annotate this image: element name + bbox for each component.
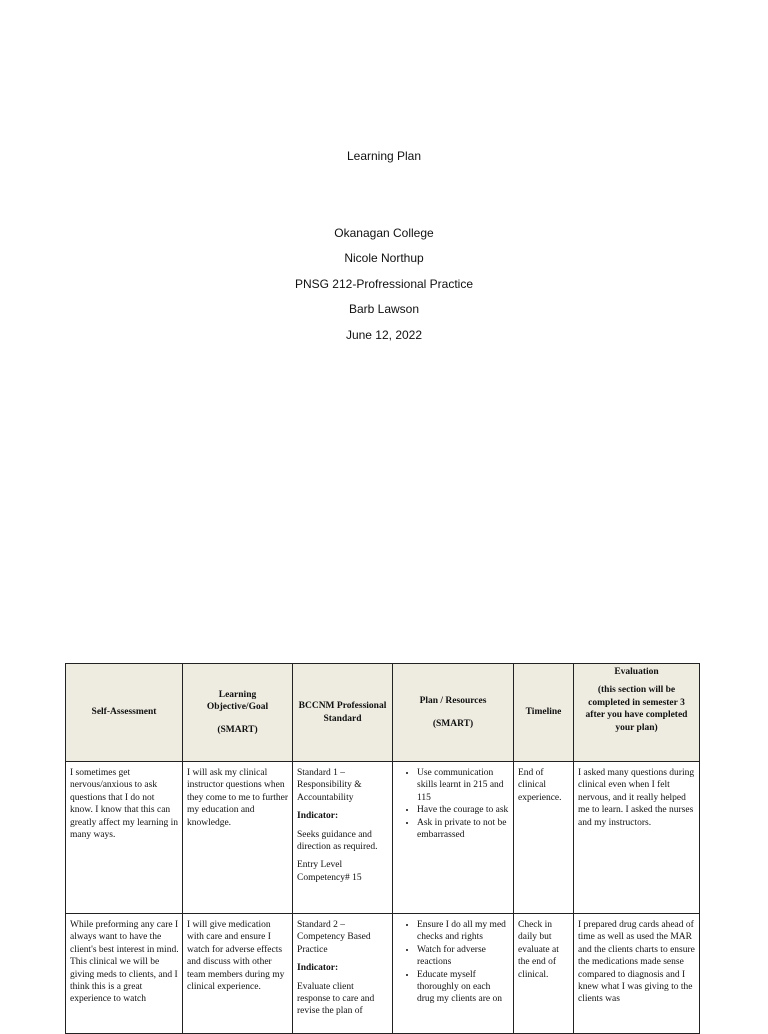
resources-cell — [393, 762, 514, 914]
document-title: Learning Plan — [346, 149, 422, 163]
standard-cell — [293, 762, 393, 914]
timeline-cell: End of clinical experience. — [514, 762, 574, 914]
evaluation-cell: I asked many questions during clinical even when I felt nervous, and it really helped me to learn. I asked the nurses and my instructors. — [574, 762, 700, 914]
list-item: • Use communication skills learnt in 215 and 115 — [417, 767, 510, 804]
instructor-name: Barb Lawson — [348, 302, 420, 316]
course-name: PNSG 212-Profressional Practice — [294, 277, 474, 291]
list-item: • Ensure I do all my med checks and rights — [417, 919, 510, 944]
table-header-row — [66, 664, 700, 762]
list-item: • Educate myself thoroughly on each drug my clients are on — [417, 969, 510, 1006]
self-assessment-cell: While preforming any care I always want to have the client's best interest in mind. This clinical we will be giving meds to clients, and I think this is a great experience to watch — [66, 914, 183, 1034]
standard-title: Standard 1 – Responsibility & Accountability — [297, 768, 362, 803]
header-professional-standard: BCCNM Professional Standard — [293, 664, 393, 762]
student-name: Nicole Northup — [344, 251, 424, 265]
learning-plan-table — [65, 663, 700, 1034]
header-plan-resources: Plan / Resources (SMART) — [393, 664, 514, 762]
list-item: • Have the courage to ask — [417, 804, 510, 816]
resources-cell — [393, 914, 514, 1034]
document-date: June 12, 2022 — [345, 328, 423, 342]
indicator-text: Seeks guidance and direction as required. — [297, 829, 378, 853]
indicator-text: Evaluate client response to care and revise the plan of — [297, 981, 375, 1017]
timeline-cell: Check in daily but evaluate at the end of clinical. — [514, 914, 574, 1034]
header-self-assessment: Self-Assessment — [66, 664, 183, 762]
header-evaluation: Evaluation (this section will be completed in semester 3 after you have completed your plan) — [574, 664, 700, 762]
objective-cell: I will ask my clinical instructor questions when they come to me to further my education and knowledge. — [183, 762, 293, 914]
standard-title: Standard 2 – Competency Based Practice — [297, 920, 371, 955]
header-learning-objective: Learning Objective/Goal (SMART) — [183, 664, 293, 762]
evaluation-cell: I prepared drug cards ahead of time as well as used the MAR and the clients charts to ensure the medications made sense compared to diagnosis and I knew what I was giving to the clients was — [574, 914, 700, 1034]
list-item: • Watch for adverse reactions — [417, 944, 510, 969]
indicator-label: Indicator: — [297, 811, 339, 822]
indicator-label: Indicator: — [297, 963, 339, 974]
competency-text: Entry Level Competency# 15 — [297, 860, 362, 883]
self-assessment-cell: I sometimes get nervous/anxious to ask questions that I do not know. I know that this can greatly affect my learning in many ways. — [66, 762, 183, 914]
list-item: • Ask in private to not be embarrassed — [417, 817, 510, 842]
table-row — [66, 762, 700, 914]
objective-cell: I will give medication with care and ensure I watch for adverse effects and discuss with other team members during my clinical experience. — [183, 914, 293, 1034]
header-timeline: Timeline — [514, 664, 574, 762]
standard-cell — [293, 914, 393, 1034]
table-row — [66, 914, 700, 1034]
institution-name: Okanagan College — [334, 226, 434, 240]
